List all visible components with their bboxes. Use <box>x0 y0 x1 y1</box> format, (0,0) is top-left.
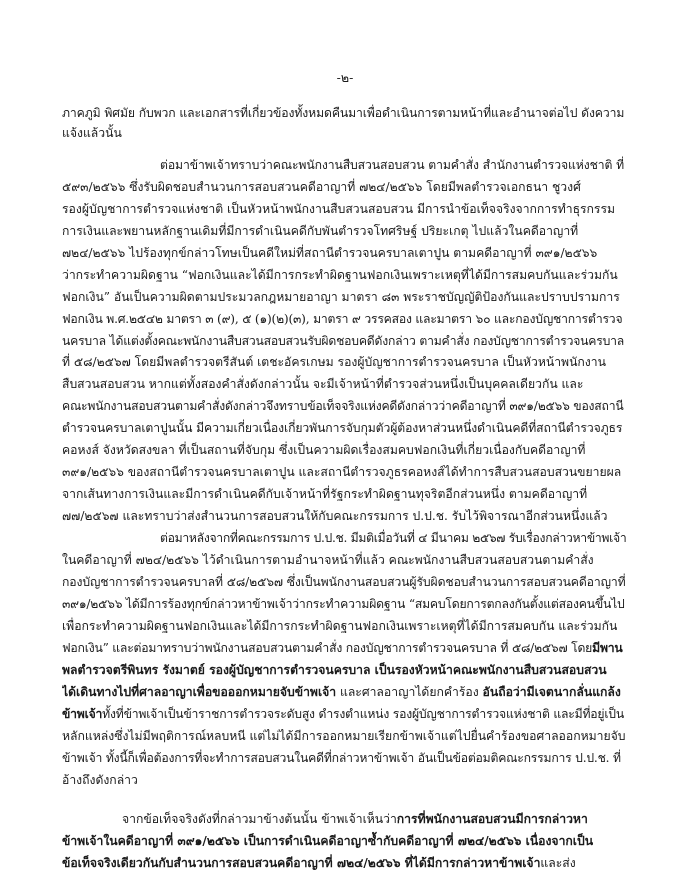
text-line <box>122 809 628 830</box>
text-run: คณะพนักงานสอบสวนตามคำสั่งดังกล่าวจึงทราบข้อเท็จจริงแห่งคดีดังกล่าวว่าคดีอาญาที่ ๓๙๑/๒๕๖๖ ของสถานี <box>62 399 624 413</box>
text-line <box>62 243 628 264</box>
text-run: จากข้อเท็จจริงดังที่กล่าวมาข้างต้นนั้น ข้าพเจ้าเห็นว่า <box>122 812 397 826</box>
text-line <box>62 352 628 373</box>
text-run: ฟอกเงิน พ.ศ.๒๕๔๒ มาตรา ๓ (๙), ๕ (๑)(๒)(๓), มาตรา ๙ วรรคสอง และมาตรา ๖๐ และกองบัญชาการตำรวจ <box>62 312 623 326</box>
text-line <box>160 155 628 176</box>
text-line <box>62 484 628 505</box>
text-line <box>62 199 628 220</box>
text-run: ตำรวจนครบาลเตาปูนนั้น มีความเกี่ยวเนื่องเกี่ยวพันการจับกุมตัวผู้ต้องหาส่วนหนึ่งดำเนินคดีที่สถานีตำรวจภูธร <box>62 421 623 435</box>
text-line <box>62 770 628 791</box>
text-line <box>62 309 628 330</box>
text-run: การที่พนักงานสอบสวนมีการกล่าวหา <box>396 812 588 826</box>
text-run: พลตำรวจตรีพินทร รังมาตย์ รองผู้บัญชาการตำรวจนครบาล เป็นรองหัวหน้าคณะพนักงานสืบสวนสอบสวน <box>62 663 607 677</box>
text-line <box>62 726 628 747</box>
text-line <box>62 265 628 286</box>
text-run: และส่ง <box>540 856 576 870</box>
text-run: คอหงส์ จังหวัดสงขลา ที่เป็นสถานที่จับกุม ซึ่งเป็นความผิดเรื่องสมคบฟอกเงินที่เกี่ยวเนื่องกับคดีอาญาที่ <box>62 443 586 457</box>
text-run: นครบาล ได้แต่งตั้งคณะพนักงานสืบสวนสอบสวนรับผิดชอบคดีดังกล่าว ตามคำสั่ง กองบัญชาการตำรวจนครบาล <box>62 334 625 348</box>
text-line <box>62 374 628 395</box>
text-run: ๓๙๑/๒๕๖๖ ของสถานีตำรวจนครบาลเตาปูน และสถานีตำรวจภูธรคอหงส์ได้ทำการสืบสวนสอบสวนขยายผล <box>62 465 622 479</box>
text-line <box>62 418 628 439</box>
text-run: ต่อมาข้าพเจ้าทราบว่าคณะพนักงานสืบสวนสอบสวน ตามคำสั่ง สำนักงานตำรวจแห่งชาติ ที่ <box>160 158 625 172</box>
text-line <box>62 440 628 461</box>
text-run: อ้างถึงดังกล่าว <box>62 773 138 787</box>
text-line <box>62 704 628 725</box>
text-run: อันถือว่ามีเจตนากลั่นแกล้ง <box>482 685 621 699</box>
text-line <box>62 831 628 852</box>
text-line <box>62 660 628 681</box>
text-run: รองผู้บัญชาการตำรวจแห่งชาติ เป็นหัวหน้าพนักงานสืบสวนสอบสวน มีการนำข้อเท็จจริงจากการทำธุรกรรม <box>62 202 616 216</box>
text-line <box>62 287 628 308</box>
text-run: สืบสวนสอบสวน หากแต่ทั้งสองคำสั่งดังกล่าวนั้น จะมีเจ้าหน้าที่ตำรวจส่วนหนึ่งเป็นบุคคลเดียวกัน และ <box>62 377 584 391</box>
text-run: ข้าพเจ้า ทั้งนี้ก็เพื่อต้องการที่จะทำการสอบสวนในคดีที่กล่าวหาข้าพเจ้า อันเป็นข้อต่อมติคณะกรรมการ ป.ป.ช. ที่ <box>62 751 621 765</box>
text-run: การเงินและพยานหลักฐานเดิมที่มีการดำเนินคดีกับพันตำรวจโทศริษฐ์ ปริยะเกตุ ไปแล้วในคดีอาญาที่ <box>62 224 579 238</box>
text-run: ว่ากระทำความผิดฐาน “ฟอกเงินและได้มีการกระทำผิดฐานฟอกเงินเพราะเหตุที่ได้มีการสมคบกันและร่วมกัน <box>62 268 618 282</box>
text-line <box>62 616 628 637</box>
text-line <box>62 331 628 352</box>
text-run: และศาลอาญาได้ยกคำร้อง <box>336 685 483 699</box>
text-line <box>62 682 628 703</box>
text-line <box>62 123 628 144</box>
text-run: เพื่อกระทำความผิดฐานฟอกเงินและได้มีการกระทำผิดฐานฟอกเงินเพราะเหตุที่ได้มีการสมคบกัน และร่วมกัน <box>62 619 618 633</box>
text-run: ได้เดินทางไปที่ศาลอาญาเพื่อขอออกหมายจับข้าพเจ้า <box>62 685 337 699</box>
text-run: ๕๙๓/๒๕๖๖ ซึ่งรับผิดชอบสำนวนการสอบสวนคดีอาญาที่ ๗๒๔/๒๕๖๖ โดยมีพลตำรวจเอกธนา ชูวงศ์ <box>62 180 581 194</box>
text-run: แจ้งแล้วนั้น <box>62 126 122 140</box>
text-line <box>62 638 628 659</box>
text-line <box>62 748 628 769</box>
text-run: ต่อมาหลังจากที่คณะกรรมการ ป.ป.ช. มีมติเมื่อวันที่ ๔ มีนาคม ๒๕๖๗ รับเรื่องกล่าวหาข้าพเจ้า <box>160 531 627 545</box>
text-line <box>62 396 628 417</box>
text-run: ภาคภูมิ พิศมัย กับพวก และเอกสารที่เกี่ยวข้องทั้งหมดคืนมาเพื่อดำเนินการตามหน้าที่และอำนาจต่อไป ดังความ <box>62 106 625 120</box>
text-line <box>62 103 628 124</box>
text-run: จากเส้นทางการเงินและมีการดำเนินคดีกับเจ้าหน้าที่รัฐกระทำผิดฐานทุจริตอีกส่วนหนึ่ง ตามคดีอาญาที่ <box>62 487 588 501</box>
text-run: กองบัญชาการตำรวจนครบาลที่ ๕๘/๒๕๖๗ ซึ่งเป็นพนักงานสอบสวนผู้รับผิดชอบสำนวนการสอบสวนคดีอาญาที่ <box>62 575 626 589</box>
text-line <box>62 177 628 198</box>
text-line <box>62 221 628 242</box>
text-run: หลักแหล่งซึ่งไม่มีพฤติการณ์หลบหนี แต่ไม่ได้มีการออกหมายเรียกข้าพเจ้าแต่ไปยื่นคำร้องขอศาลออกหมายจับ <box>62 729 626 743</box>
text-run: ข้าพเจ้าในคดีอาญาที่ ๓๙๑/๒๕๖๖ เป็นการดำเนินคดีอาญาซ้ำกับคดีอาญาที่ ๗๒๔/๒๕๖๖ เนื่องจากเป็น <box>62 834 594 848</box>
text-run: ข้าพเจ้า <box>62 707 103 721</box>
text-run: ข้อเท็จจริงเดียวกันกับสำนวนการสอบสวนคดีอาญาที่ ๗๒๔/๒๕๖๖ ที่ได้มีการกล่าวหาข้าพเจ้า <box>62 856 541 870</box>
text-line <box>62 594 628 615</box>
text-line <box>62 462 628 483</box>
text-run: ๓๙๑/๒๕๖๖ ได้มีการร้องทุกข์กล่าวหาข้าพเจ้าว่ากระทำความผิดฐาน “สมคบโดยการตกลงกันตั้งแต่สองคนขึ้นไป <box>62 597 625 611</box>
text-run: ในคดีอาญาที่ ๗๒๔/๒๕๖๖ ไว้ดำเนินการตามอำนาจหน้าที่แล้ว คณะพนักงานสืบสวนสอบสวนตามคำสั่ง <box>62 553 594 567</box>
text-run: ทั้งที่ข้าพเจ้าเป็นข้าราชการตำรวจระดับสูง ดำรงตำแหน่ง รองผู้บัญชาการตำรวจแห่งชาติ และมีที่อยู่เป็น <box>102 707 624 721</box>
text-run: ที่ ๕๘/๒๕๖๗ โดยมีพลตำรวจตรีสันต์ เตชะอัครเกษม รองผู้บัญชาการตำรวจนครบาล เป็นหัวหน้าพนักงาน <box>62 355 606 369</box>
text-run: ฟอกเงิน” และต่อมาทราบว่าพนักงานสอบสวนตามคำสั่ง กองบัญชาการตำรวจนครบาล ที่ ๕๘/๒๕๖๗ โดย <box>62 641 593 655</box>
text-run: ๗๗/๒๕๖๗ และทราบว่าส่งสำนวนการสอบสวนให้กับคณะกรรมการ ป.ป.ช. รับไว้พิจารณาอีกส่วนหนึ่งแล้ว <box>62 509 608 523</box>
text-line <box>62 853 628 874</box>
text-run: ฟอกเงิน” อันเป็นความผิดตามประมวลกฎหมายอาญา มาตรา ๘๓ พระราชบัญญัติป้องกันและปราบปรามการ <box>62 290 620 304</box>
text-line <box>62 572 628 593</box>
text-line <box>62 550 628 571</box>
text-line <box>160 528 628 549</box>
text-line <box>62 506 628 527</box>
text-run: มีพาน <box>592 641 623 655</box>
page-number: -๒- <box>336 70 354 85</box>
text-run: ๗๒๔/๒๕๖๖ ไปร้องทุกข์กล่าวโทษเป็นคดีใหม่ที่สถานีตำรวจนครบาลเตาปูน ตามคดีอาญาที่ ๓๙๑/๒๕๖๖ <box>62 246 598 260</box>
